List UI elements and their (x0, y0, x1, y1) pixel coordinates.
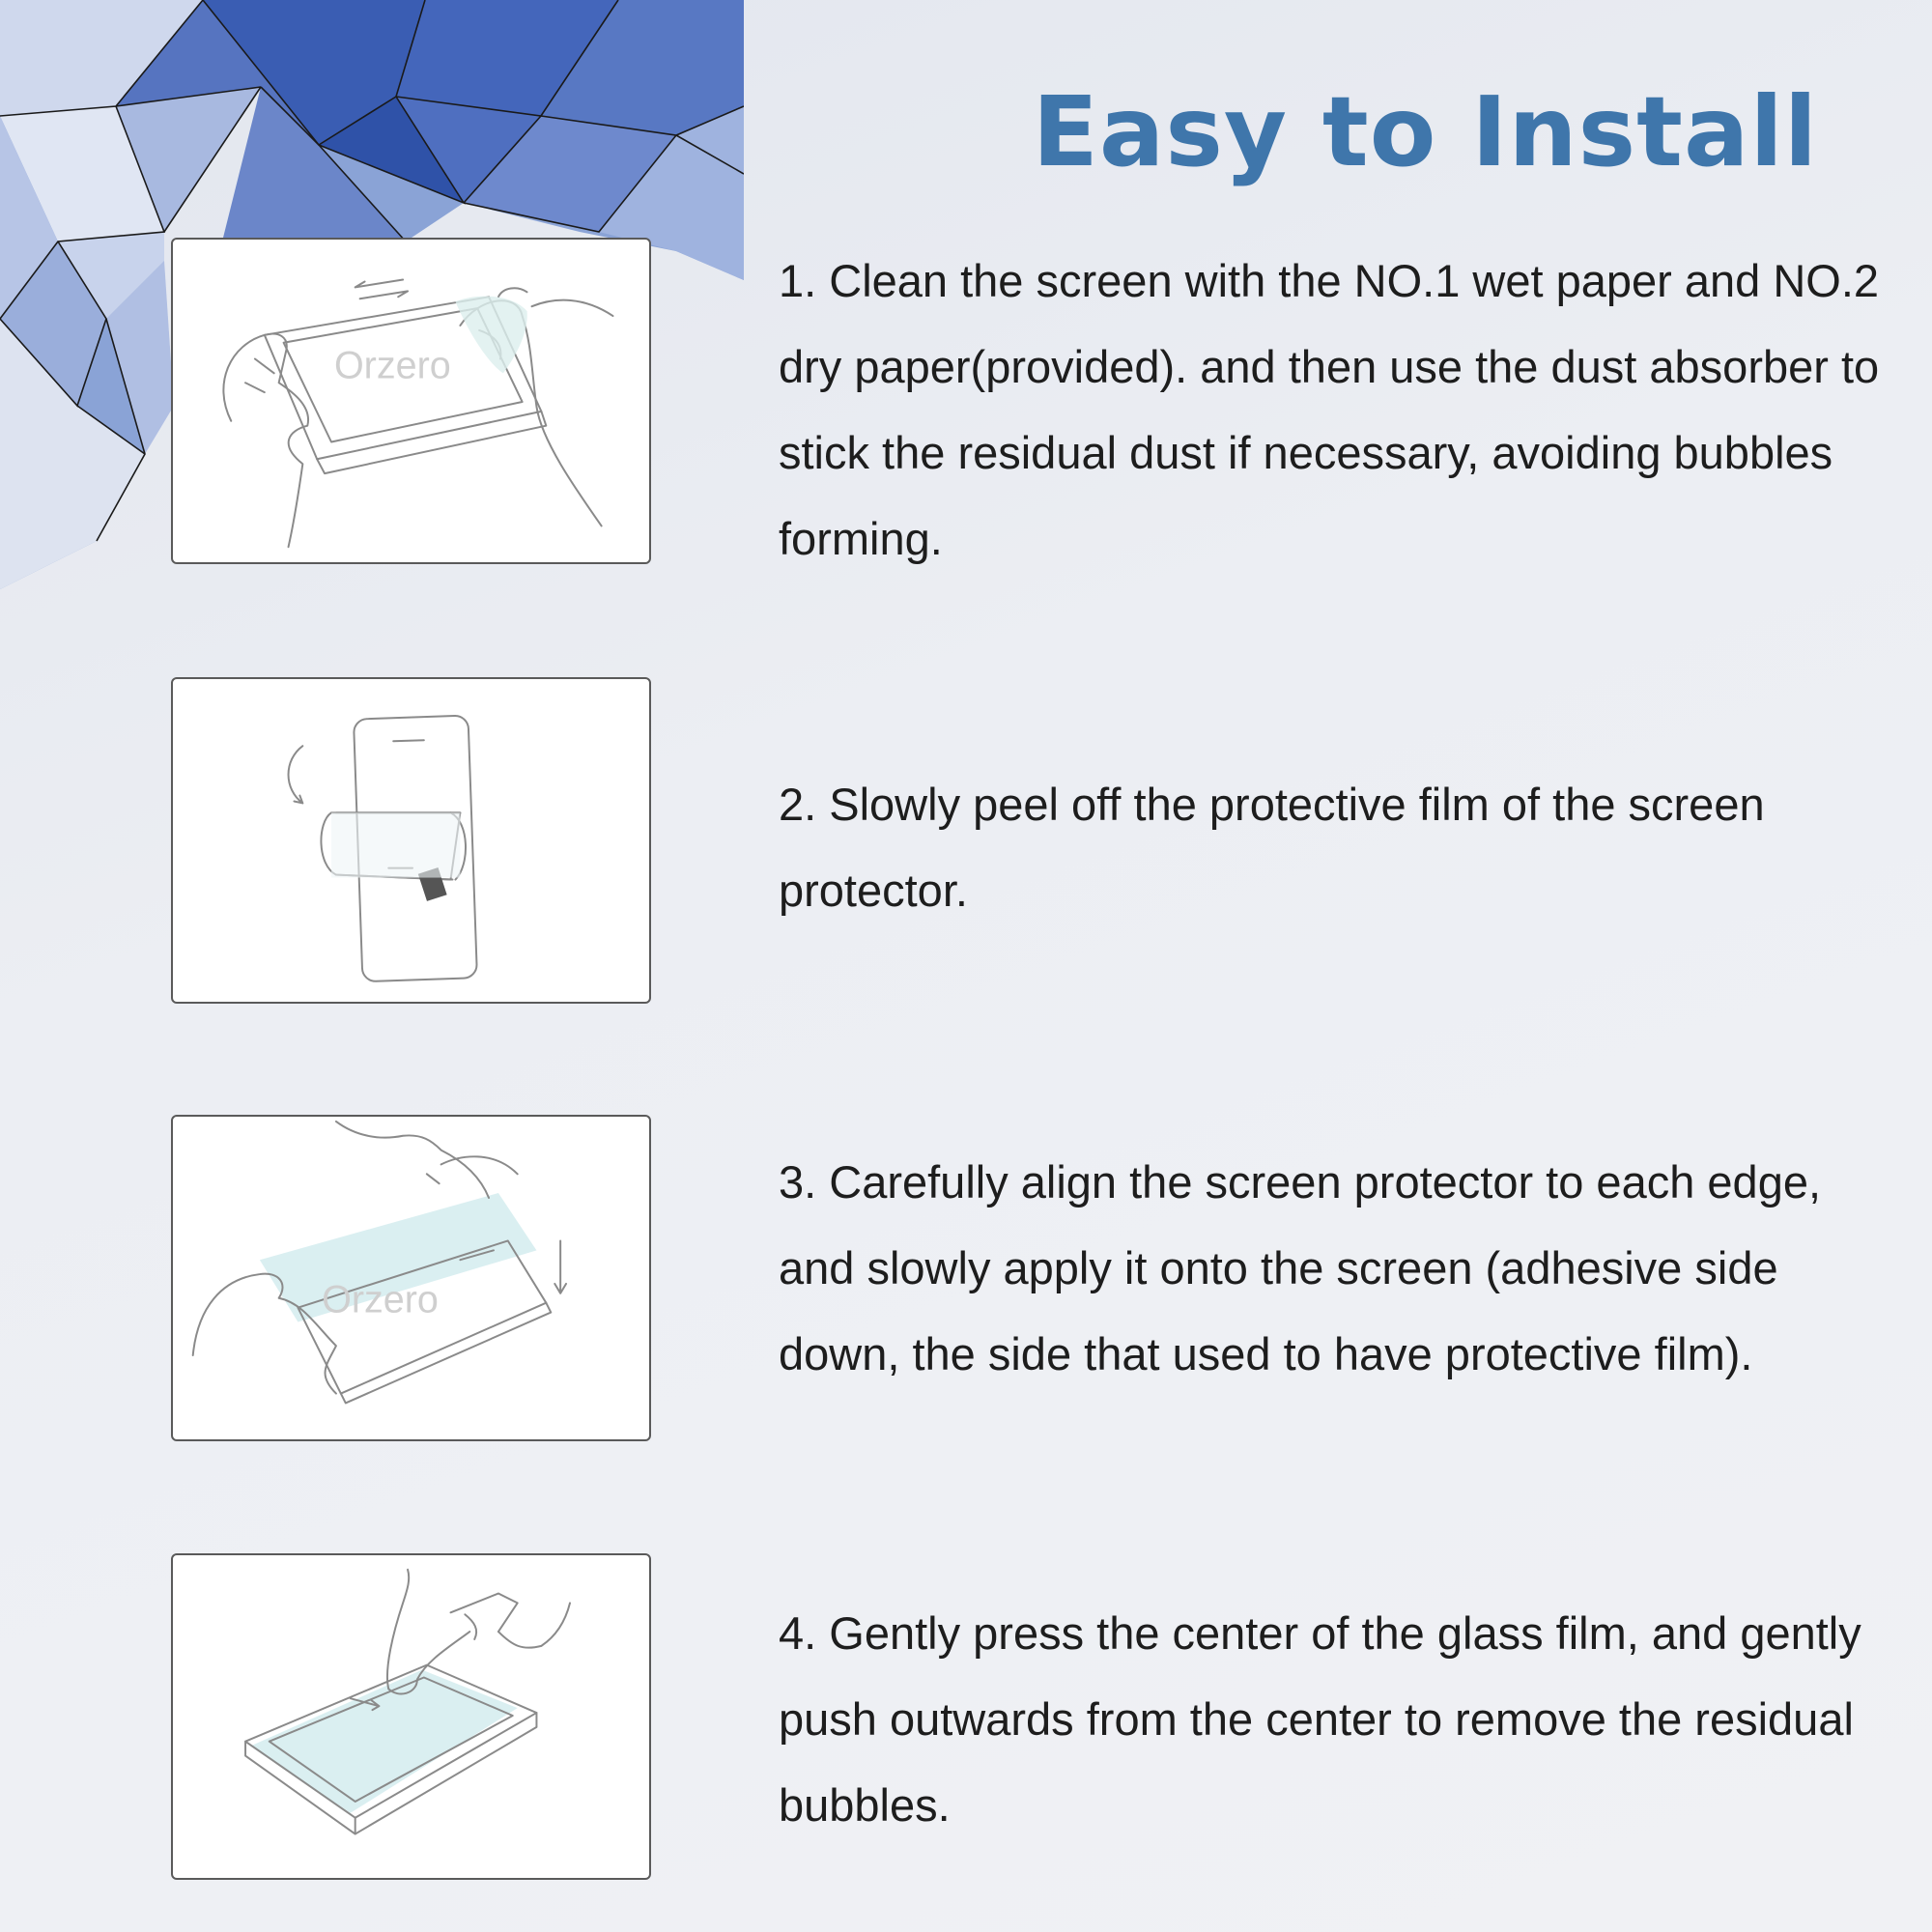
step-2-illustration (171, 677, 651, 1004)
step-3-text: 3. Carefully align the screen protector to each edge, and slowly apply it onto the screen (adhesive side down, the side that used to have protective film). (779, 1156, 1822, 1379)
peeling-film-icon (173, 679, 649, 1002)
step-1-illustration (171, 238, 651, 564)
step-4-text: 4. Gently press the center of the glass film, and gently push outwards from the center to remove the residual bubbles. (779, 1607, 1861, 1831)
page-title: Easy to Install (1032, 75, 1818, 188)
step-3-illustration (171, 1115, 651, 1441)
watermark-text: Orzero (322, 1278, 439, 1321)
hands-wiping-phone-icon (173, 240, 649, 562)
step-2-text: 2. Slowly peel off the protective film of the screen protector. (779, 779, 1765, 916)
pressing-film-icon (173, 1555, 649, 1878)
step-4-illustration (171, 1553, 651, 1880)
step-1-text: 1. Clean the screen with the NO.1 wet paper and NO.2 dry paper(provided). and then use the dust absorber to stick the residual dust if necessary, avoiding bubbles forming. (779, 255, 1880, 564)
aligning-protector-icon (173, 1117, 649, 1439)
watermark-text: Orzero (333, 344, 451, 387)
